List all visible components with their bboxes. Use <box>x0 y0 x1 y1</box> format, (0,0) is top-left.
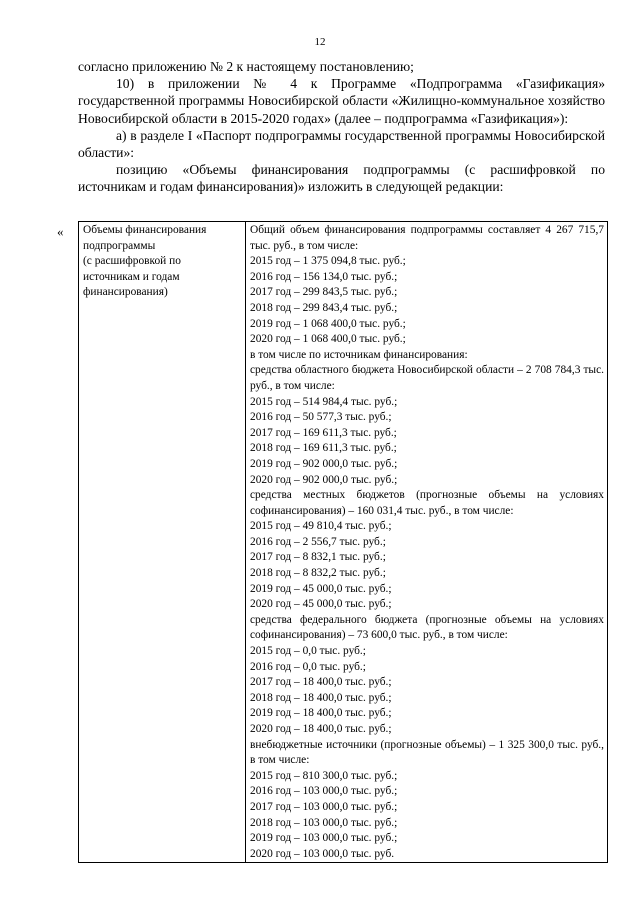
value-line: 2017 год – 299 843,5 тыс. руб.; <box>250 286 398 299</box>
value-line: 2016 год – 103 000,0 тыс. руб.; <box>250 785 398 798</box>
value-line: 2017 год – 8 832,1 тыс. руб.; <box>250 551 386 564</box>
value-line: 2017 год – 18 400,0 тыс. руб.; <box>250 676 392 689</box>
passport-table <box>78 221 608 863</box>
label-line: финансирования) <box>83 286 168 299</box>
opening-quote-mark: « <box>57 224 64 239</box>
value-line: 2015 год – 49 810,4 тыс. руб.; <box>250 520 392 533</box>
value-line: внебюджетные источники (прогнозные объемы) – 1 325 300,0 тыс. руб., в том числе: <box>250 738 604 767</box>
value-line: 2016 год – 50 577,3 тыс. руб.; <box>250 411 392 424</box>
value-line: средства областного бюджета Новосибирской области – 2 708 784,3 тыс. руб., в том числе: <box>250 364 604 392</box>
value-line: Общий объем финансирования подпрограммы составляет 4 267 715,7 тыс. руб., в том числе: <box>250 224 604 252</box>
value-line: 2019 год – 18 400,0 тыс. руб.; <box>250 707 392 720</box>
page-number: 12 <box>314 36 326 48</box>
label-line: источникам и годам <box>83 270 180 283</box>
value-line: в том числе по источникам финансирования: <box>250 348 468 361</box>
label-line: Объемы финансирования <box>83 224 207 236</box>
label-line: (с расшифровкой по <box>83 255 181 268</box>
value-line: 2018 год – 103 000,0 тыс. руб.; <box>250 816 398 829</box>
value-line: 2019 год – 45 000,0 тыс. руб.; <box>250 582 392 595</box>
value-line: 2017 год – 169 611,3 тыс. руб.; <box>250 426 397 439</box>
document-body <box>78 58 605 196</box>
value-line: 2019 год – 103 000,0 тыс. руб.; <box>250 832 398 845</box>
value-line: 2020 год – 1 068 400,0 тыс. руб.; <box>250 333 406 346</box>
value-line: 2017 год – 103 000,0 тыс. руб.; <box>250 800 398 813</box>
value-line: 2015 год – 1 375 094,8 тыс. руб.; <box>250 255 406 268</box>
table-row <box>79 222 608 863</box>
value-line: 2015 год – 0,0 тыс. руб.; <box>250 645 366 658</box>
value-line: 2018 год – 18 400,0 тыс. руб.; <box>250 691 392 704</box>
value-line: средства федерального бюджета (прогнозные объемы на условиях софинансирования) – 73 600,0 тыс. руб., в том числе: <box>250 613 604 642</box>
value-cell <box>246 222 608 863</box>
label-line: подпрограммы <box>83 239 156 252</box>
value-line: 2020 год – 18 400,0 тыс. руб.; <box>250 723 392 735</box>
paragraph: а) в разделе I «Паспорт подпрограммы государственной программы Новосибирской области»: <box>78 127 605 161</box>
paragraph: позицию «Объемы финансирования подпрограммы (с расшифровкой по источникам и годам финансирования)» изложить в следующей редакции: <box>78 162 605 195</box>
value-line: 2016 год – 156 134,0 тыс. руб.; <box>250 270 398 283</box>
value-line: 2015 год – 514 984,4 тыс. руб.; <box>250 395 398 408</box>
value-line: 2018 год – 299 843,4 тыс. руб.; <box>250 301 398 314</box>
value-line: 2016 год – 2 556,7 тыс. руб.; <box>250 535 386 548</box>
paragraph: согласно приложению № 2 к настоящему постановлению; <box>78 59 414 74</box>
value-line: 2020 год – 45 000,0 тыс. руб.; <box>250 598 392 611</box>
value-line: 2019 год – 1 068 400,0 тыс. руб.; <box>250 317 406 330</box>
value-line: 2015 год – 810 300,0 тыс. руб.; <box>250 769 398 782</box>
value-line: 2016 год – 0,0 тыс. руб.; <box>250 660 366 673</box>
value-line: 2018 год – 8 832,2 тыс. руб.; <box>250 567 386 580</box>
value-line: 2018 год – 169 611,3 тыс. руб.; <box>250 442 397 455</box>
value-line: средства местных бюджетов (прогнозные объемы на условиях софинансирования) – 160 031,4 тыс. руб., в том числе: <box>250 489 604 517</box>
paragraph: 10) в приложении № 4 к Программе «Подпрограмма «Газификация» государственной программы Новосибирской области «Жилищно-коммунальное хозяйство Новосибирской области в 2015-2020 годах» (далее – подпрограмма «Газификация»): <box>78 76 605 126</box>
value-line: 2020 год – 103 000,0 тыс. руб. <box>250 847 395 860</box>
label-cell <box>79 222 246 863</box>
value-line: 2020 год – 902 000,0 тыс. руб.; <box>250 473 398 486</box>
value-line: 2019 год – 902 000,0 тыс. руб.; <box>250 457 398 470</box>
